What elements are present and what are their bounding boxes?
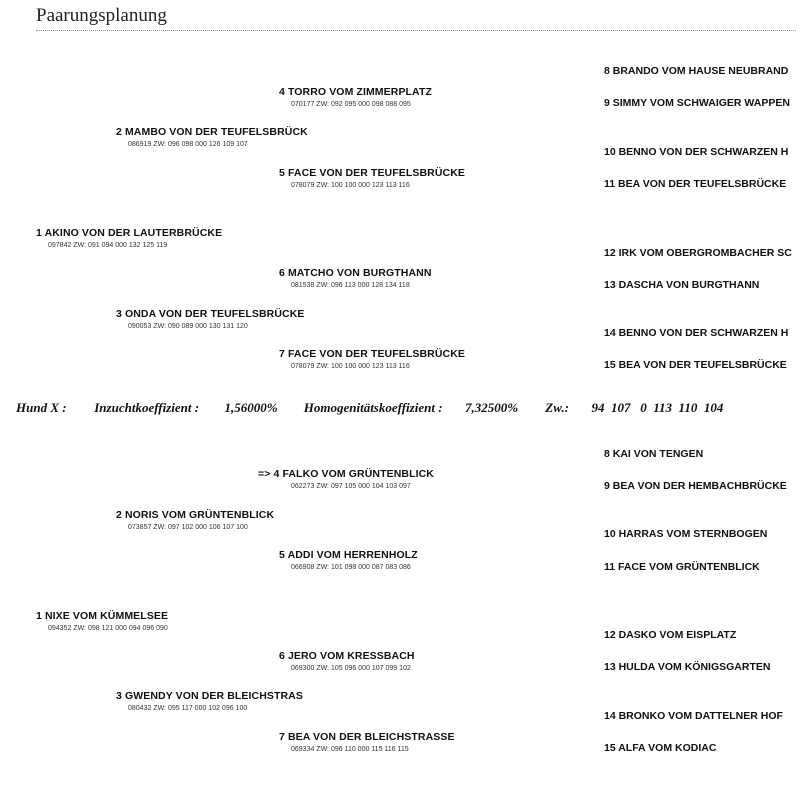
ancestor-name: 13 HULDA VOM KÖNIGSGARTEN: [604, 661, 771, 673]
pedigree-dog: [279, 348, 465, 370]
dog-name: 3 GWENDY VON DER BLEICHSTRAS: [116, 690, 303, 702]
pedigree-dog: [279, 267, 432, 289]
ancestor-name: 15 BEA VON DER TEUFELSBRÜCKE: [604, 359, 787, 371]
pedigree-dog: [36, 227, 222, 249]
dog-code: 073857 ZW: 097 102 000 106 107 100: [128, 524, 248, 531]
dog-name: 2 MAMBO VON DER TEUFELSBRÜCK: [116, 126, 308, 138]
pedigree-dog: [36, 610, 168, 632]
dog-name: 3 ONDA VON DER TEUFELSBRÜCKE: [116, 308, 305, 320]
dog-name: 7 BEA VON DER BLEICHSTRASSE: [279, 731, 455, 743]
pedigree-dog: [116, 126, 308, 148]
zw-label: Zw.:: [545, 400, 569, 415]
dog-code: 069300 ZW: 105 096 000 107 099 102: [291, 665, 411, 672]
inzucht-value: 1,56000%: [224, 400, 278, 415]
summary-line: [16, 400, 723, 416]
dog-code: 078079 ZW: 100 100 000 123 113 116: [291, 182, 410, 189]
ancestor-name: 8 BRANDO VOM HAUSE NEUBRAND: [604, 65, 789, 77]
summary-label: Hund X :: [16, 400, 67, 415]
pedigree-dog: [116, 308, 305, 330]
dog-code: 090053 ZW: 090 089 000 130 131 120: [128, 323, 248, 330]
dog-name: => 4 FALKO VOM GRÜNTENBLICK: [258, 468, 434, 480]
dog-name: 2 NORIS VOM GRÜNTENBLICK: [116, 509, 275, 521]
ancestor-name: 11 FACE VOM GRÜNTENBLICK: [604, 561, 760, 573]
dog-name: 7 FACE VON DER TEUFELSBRÜCKE: [279, 348, 465, 360]
pedigree-dog: [279, 731, 455, 753]
dog-name: 1 NIXE VOM KÜMMELSEE: [36, 610, 169, 622]
dog-code: 094352 ZW: 098 121 000 094 096 090: [48, 625, 168, 632]
dog-code: 086919 ZW: 096 098 000 126 109 107: [128, 141, 248, 148]
title-divider: [36, 30, 796, 31]
zw-values: 94 107 0 113 110 104: [591, 400, 724, 415]
ancestor-name: 12 IRK VOM OBERGROMBACHER SC: [604, 247, 792, 259]
pedigree-dog: [279, 650, 415, 672]
pedigree-dog: [279, 167, 465, 189]
homogenitaet-value: 7,32500%: [465, 400, 519, 415]
ancestor-name: 9 BEA VON DER HEMBACHBRÜCKE: [604, 480, 787, 492]
ancestor-name: 13 DASCHA VON BURGTHANN: [604, 279, 760, 291]
dog-code: 081538 ZW: 096 113 000 128 134 118: [291, 282, 410, 289]
ancestor-name: 11 BEA VON DER TEUFELSBRÜCKE: [604, 178, 787, 190]
inzucht-label: Inzuchtkoeffizient :: [94, 400, 200, 415]
pedigree-dog: [279, 549, 418, 571]
ancestor-name: 10 HARRAS VOM STERNBOGEN: [604, 528, 768, 540]
pedigree-dog: [279, 86, 432, 108]
pedigree-dog: [258, 468, 434, 490]
dog-code: 069334 ZW: 096 110 000 115 116 115: [291, 746, 409, 753]
ancestor-name: 10 BENNO VON DER SCHWARZEN H: [604, 146, 789, 158]
ancestor-name: 15 ALFA VOM KODIAC: [604, 742, 717, 754]
dog-name: 4 TORRO VOM ZIMMERPLATZ: [279, 86, 432, 98]
ancestor-name: 12 DASKO VOM EISPLATZ: [604, 629, 737, 641]
ancestor-name: 9 SIMMY VOM SCHWAIGER WAPPEN: [604, 97, 790, 109]
dog-code: 066908 ZW: 101 098 000 087 083 086: [291, 564, 411, 571]
dog-code: 078079 ZW: 100 100 000 123 113 116: [291, 363, 410, 370]
ancestor-name: 14 BRONKO VOM DATTELNER HOF: [604, 710, 783, 722]
dog-name: 1 AKINO VON DER LAUTERBRÜCKE: [36, 227, 223, 239]
dog-code: 080432 ZW: 095 117 000 102 096 100: [128, 705, 248, 712]
dog-code: 097842 ZW: 091 094 000 132 125 119: [48, 242, 168, 249]
ancestor-name: 8 KAI VON TENGEN: [604, 448, 704, 460]
dog-name: 5 ADDI VOM HERRENHOLZ: [279, 549, 418, 561]
page-title: Paarungsplanung: [36, 5, 167, 26]
dog-code: 062273 ZW: 097 105 000 104 103 097: [291, 483, 411, 490]
dog-name: 6 JERO VOM KRESSBACH: [279, 650, 415, 662]
ancestor-name: 14 BENNO VON DER SCHWARZEN H: [604, 327, 789, 339]
pedigree-dog: [116, 509, 274, 531]
dog-name: 5 FACE VON DER TEUFELSBRÜCKE: [279, 167, 465, 179]
pedigree-dog: [116, 690, 303, 712]
homogenitaet-label: Homogenitätskoeffizient :: [303, 400, 443, 415]
dog-name: 6 MATCHO VON BURGTHANN: [279, 267, 432, 279]
dog-code: 070177 ZW: 092 095 000 098 088 095: [291, 101, 411, 108]
